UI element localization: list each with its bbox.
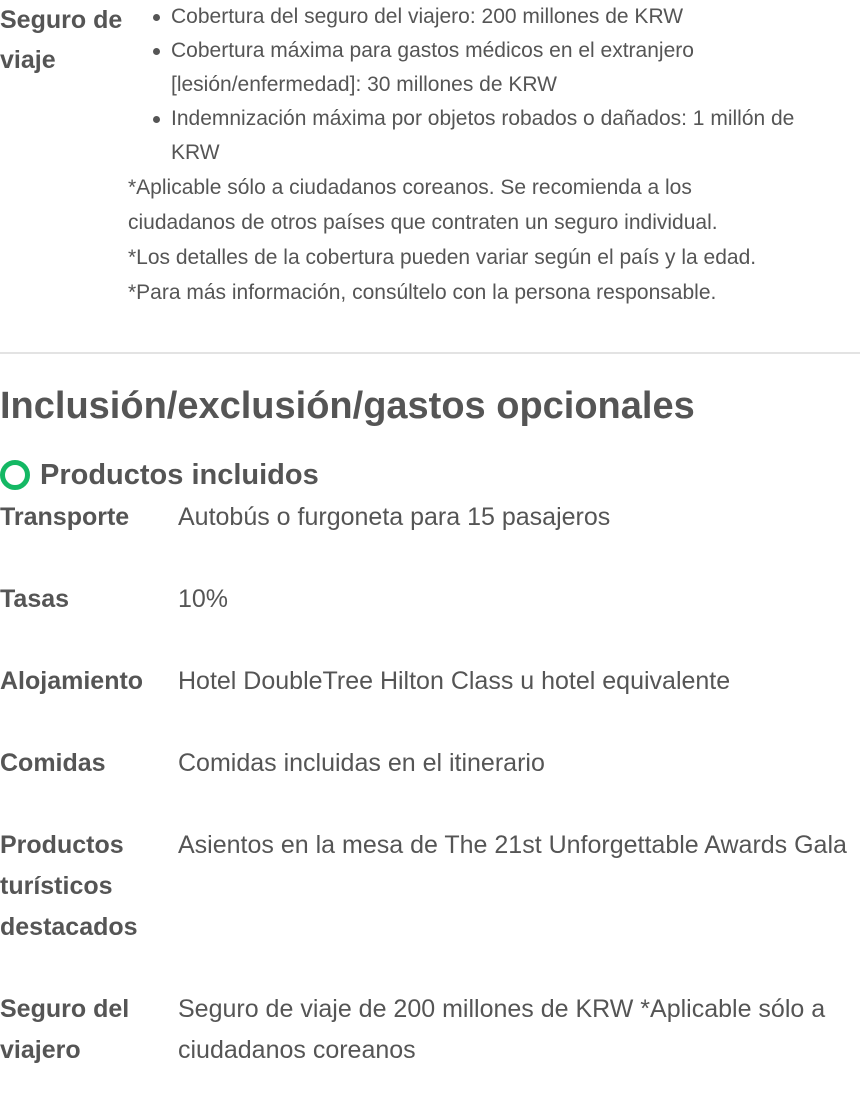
note-line: *Para más información, consúltelo con la persona responsable. — [128, 281, 717, 304]
included-products-label: Productos incluidos — [40, 459, 319, 491]
note-line: ciudadanos de otros países que contraten un seguro individual. — [128, 211, 718, 234]
bullet-icon — [153, 14, 160, 21]
bullet-icon — [153, 116, 160, 123]
row-value: Hotel DoubleTree Hilton Class u hotel equivalente — [178, 667, 731, 695]
row-label: Tasas — [0, 585, 70, 613]
table-row — [0, 989, 860, 1071]
list-item — [148, 0, 848, 34]
row-label: Comidas — [0, 749, 106, 777]
coverage-text: Cobertura máxima para gastos médicos en el extranjero [lesión/enfermedad]: 30 millones de KRW — [171, 39, 694, 96]
bullet-icon — [153, 48, 160, 55]
row-label: Transporte — [0, 503, 130, 531]
row-value: 10% — [178, 585, 229, 613]
coverage-text: Cobertura del seguro del viajero: 200 millones de KRW — [171, 5, 684, 28]
table-row — [0, 743, 860, 784]
row-value: Autobús o furgoneta para 15 pasajeros — [178, 503, 611, 531]
row-value: Comidas incluidas en el itinerario — [178, 749, 545, 777]
included-products-table — [0, 497, 860, 1112]
table-row — [0, 579, 860, 620]
coverage-text: Indemnización máxima por objetos robados o dañados: 1 millón de KRW — [171, 107, 795, 164]
insurance-coverage-list — [148, 0, 848, 170]
row-label: Seguro del viajero — [0, 995, 130, 1064]
note-line: *Los detalles de la cobertura pueden variar según el país y la edad. — [128, 246, 757, 269]
table-row — [0, 661, 860, 702]
list-item — [148, 34, 848, 102]
row-label: Productos turísticos destacados — [0, 831, 138, 941]
insurance-notes — [128, 170, 858, 310]
travel-insurance-title: Seguro de viaje — [0, 6, 123, 74]
included-products-heading — [0, 455, 319, 495]
row-value: Seguro de viaje de 200 millones de KRW *Aplicable sólo a ciudadanos coreanos — [178, 995, 826, 1064]
row-value: Asientos en la mesa de The 21st Unforgettable Awards Gala — [178, 831, 847, 859]
circle-icon — [0, 460, 30, 490]
note-line: *Aplicable sólo a ciudadanos coreanos. Se recomienda a los — [128, 176, 692, 199]
section-divider — [0, 352, 860, 354]
inclusion-section-title: Inclusión/exclusión/gastos opcionales — [0, 385, 695, 427]
table-row — [0, 825, 860, 948]
list-item — [148, 102, 848, 170]
row-label: Alojamiento — [0, 667, 144, 695]
table-row — [0, 497, 860, 538]
